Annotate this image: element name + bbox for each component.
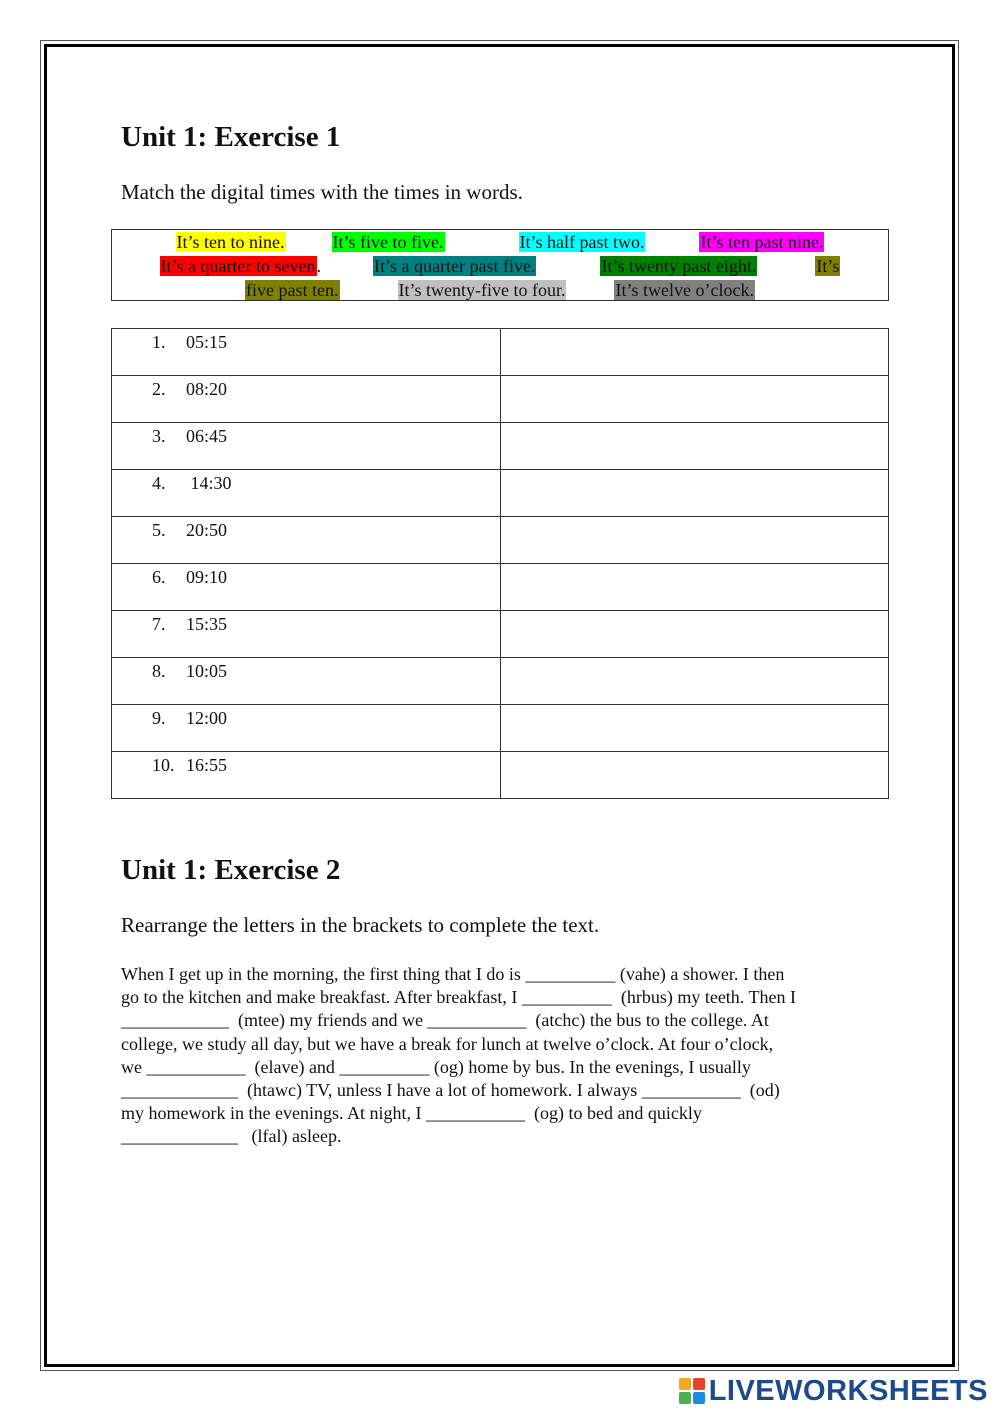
text-line: _____________ (lfal) asleep. [121, 1126, 342, 1147]
row-number: 9. [152, 708, 166, 728]
word-bank-option[interactable]: It’s twelve o’clock. [615, 280, 754, 300]
table-row [112, 470, 889, 517]
word-bank-option[interactable]: It’s [816, 256, 840, 276]
table-row [112, 423, 889, 470]
time-cell [112, 423, 501, 470]
answer-cell[interactable] [501, 517, 889, 564]
digital-time: 15:35 [186, 614, 228, 634]
answer-cell[interactable] [501, 611, 889, 658]
word-bank-option[interactable]: It’s ten to nine. [176, 232, 285, 252]
row-number: 10. [152, 755, 175, 775]
row-number: 4. [152, 473, 166, 493]
time-cell [112, 752, 501, 799]
watermark-text: LIVEWORKSHEETS [708, 1374, 988, 1407]
row-number: 2. [152, 379, 166, 399]
text-line: college, we study all day, but we have a break for lunch at twelve o’clock. At four o’clock, [121, 1033, 774, 1054]
answer-cell[interactable] [501, 564, 889, 611]
digital-time: 06:45 [186, 426, 228, 446]
text-line: go to the kitchen and make breakfast. After breakfast, I __________ (hrbus) my teeth. Then I [121, 987, 796, 1008]
row-number: 3. [152, 426, 166, 446]
table-row [112, 329, 889, 376]
digital-time: 14:30 [186, 473, 232, 493]
word-bank [111, 229, 889, 301]
table-row [112, 564, 889, 611]
digital-time: 16:55 [186, 755, 228, 775]
gap-fill-text [121, 963, 881, 1149]
word-bank-option[interactable]: It’s half past two. [519, 232, 645, 252]
word-bank-period: . [316, 256, 321, 276]
digital-time: 20:50 [186, 520, 228, 540]
digital-time: 08:20 [186, 379, 228, 399]
row-number: 8. [152, 661, 166, 681]
digital-time: 12:00 [186, 708, 228, 728]
text-line: we ___________ (elave) and __________ (og) home by bus. In the evenings, I usually [121, 1056, 751, 1077]
exercise2-instruction: Rearrange the letters in the brackets to complete the text. [121, 913, 600, 937]
time-cell [112, 705, 501, 752]
word-bank-option[interactable]: It’s twenty-five to four. [398, 280, 566, 300]
table-row [112, 376, 889, 423]
time-cell [112, 658, 501, 705]
table-row [112, 752, 889, 799]
exercise2-title: Unit 1: Exercise 2 [121, 854, 341, 886]
time-cell [112, 470, 501, 517]
answer-cell[interactable] [501, 658, 889, 705]
answer-cell[interactable] [501, 705, 889, 752]
word-bank-option[interactable]: It’s a quarter to seven [160, 256, 316, 276]
word-bank-option[interactable]: five past ten. [246, 280, 339, 300]
table-row [112, 517, 889, 564]
exercise1-instruction: Match the digital times with the times in words. [121, 180, 523, 204]
table-row [112, 658, 889, 705]
row-number: 6. [152, 567, 166, 587]
table-row [112, 611, 889, 658]
digital-time: 09:10 [186, 567, 228, 587]
row-number: 7. [152, 614, 166, 634]
text-line: my homework in the evenings. At night, I ___________ (og) to bed and quickly [121, 1103, 702, 1124]
answer-cell[interactable] [501, 376, 889, 423]
word-bank-option[interactable]: It’s a quarter past five. [374, 256, 536, 276]
time-cell [112, 564, 501, 611]
word-bank-option[interactable]: It’s five to five. [332, 232, 444, 252]
row-number: 1. [152, 332, 166, 352]
liveworksheets-logo-icon [679, 1378, 705, 1404]
text-line: _____________ (htawc) TV, unless I have a lot of homework. I always ___________ (od) [121, 1080, 780, 1101]
answer-cell[interactable] [501, 329, 889, 376]
time-cell [112, 329, 501, 376]
time-cell [112, 517, 501, 564]
answer-cell[interactable] [501, 470, 889, 517]
time-cell [112, 611, 501, 658]
liveworksheets-watermark [679, 1376, 988, 1406]
exercise1-title: Unit 1: Exercise 1 [121, 121, 341, 153]
row-number: 5. [152, 520, 166, 540]
matching-table [111, 328, 889, 799]
text-line: When I get up in the morning, the first thing that I do is __________ (vahe) a shower. I then [121, 964, 785, 984]
text-line: ____________ (mtee) my friends and we ___________ (atchc) the bus to the college. At [121, 1010, 769, 1031]
table-row [112, 705, 889, 752]
word-bank-option[interactable]: It’s ten past nine. [700, 232, 824, 252]
answer-cell[interactable] [501, 752, 889, 799]
digital-time: 10:05 [186, 661, 228, 681]
word-bank-option[interactable]: It’s twenty past eight. [601, 256, 757, 276]
answer-cell[interactable] [501, 423, 889, 470]
time-cell [112, 376, 501, 423]
digital-time: 05:15 [186, 332, 228, 352]
